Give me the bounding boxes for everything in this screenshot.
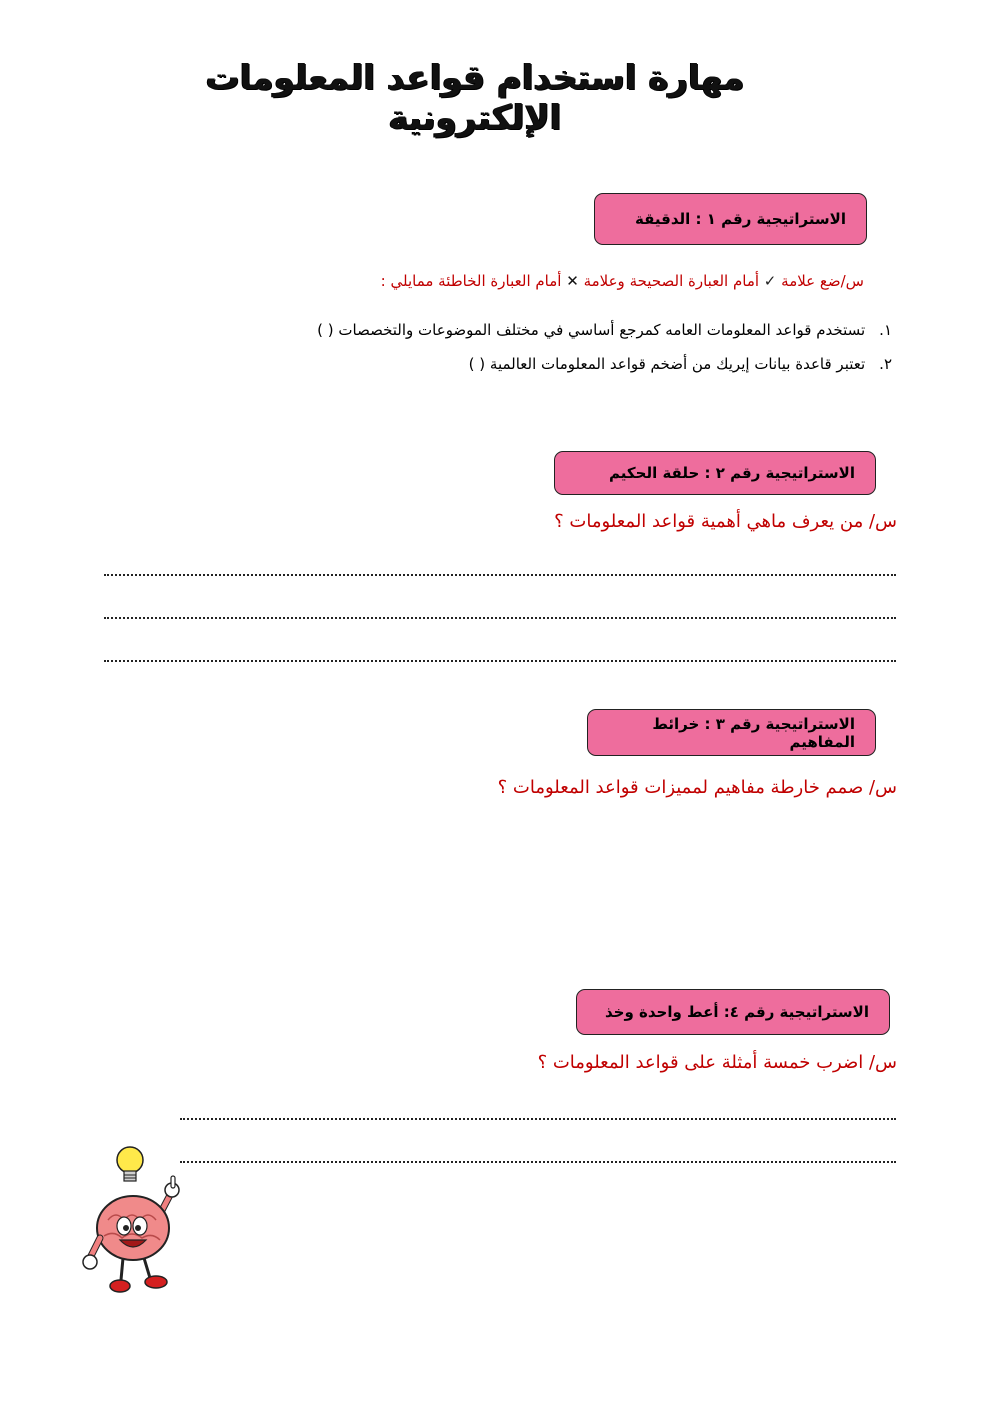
check-mark-icon: ✓ (763, 272, 777, 290)
strategy-1-box: الاستراتيجية رقم ١ : الدقيقة (594, 193, 867, 245)
instruction-post: أمام العبارة الخاطئة ممايلي : (380, 272, 562, 290)
page-title: مهارة استخدام قواعد المعلومات الإلكترونية (205, 58, 745, 138)
item-text: تستخدم قواعد المعلومات العامه كمرجع أساسي في مختلف الموضوعات والتخصصات ( ) (317, 321, 866, 339)
brain-lightbulb-mascot-icon (78, 1140, 193, 1300)
list-item (317, 321, 892, 339)
answer-line[interactable] (180, 1118, 896, 1120)
answer-line[interactable] (180, 1161, 896, 1163)
instruction-mid: أمام العبارة الصحيحة وعلامة (583, 272, 760, 290)
strategy-2-box: الاستراتيجية رقم ٢ : حلقة الحكيم (554, 451, 876, 495)
answer-line[interactable] (104, 617, 896, 619)
strategy-4-box: الاستراتيجية رقم ٤: أعط واحدة وخذ (576, 989, 890, 1035)
section4-question: س/ اضرب خمسة أمثلة على قواعد المعلومات ؟ (537, 1052, 897, 1073)
strategy-3-box: الاستراتيجية رقم ٣ : خرائط المفاهيم (587, 709, 876, 756)
section3-question: س/ صمم خارطة مفاهيم لمميزات قواعد المعلومات ؟ (497, 777, 897, 798)
item-number: ١. (879, 321, 892, 339)
answer-line[interactable] (104, 660, 896, 662)
answer-line[interactable] (104, 574, 896, 576)
item-text: تعتبر قاعدة بيانات إيريك من أضخم قواعد المعلومات العالمية ( ) (468, 355, 866, 373)
x-mark-icon: ✕ (566, 272, 579, 290)
list-item (469, 355, 892, 373)
item-number: ٢. (879, 355, 892, 373)
section2-question: س/ من يعرف ماهي أهمية قواعد المعلومات ؟ (554, 511, 897, 532)
instruction-pre: س/ضع علامة (781, 272, 864, 290)
section1-instruction (381, 272, 864, 290)
